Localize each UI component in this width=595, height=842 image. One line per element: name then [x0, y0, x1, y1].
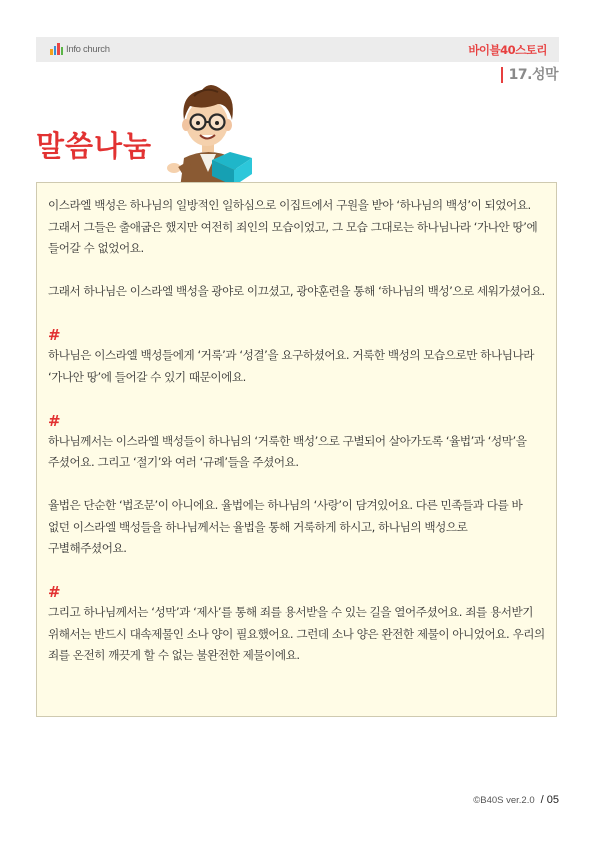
info-church-logo[interactable]	[50, 43, 110, 55]
section-marker: #	[48, 411, 61, 430]
section-marker: #	[48, 583, 61, 601]
paragraph-2: 그래서 하나님은 이스라엘 백성을 광야로 이끄셨고, 광야훈련을 통해 ‘하나님의 백성’으로 세워가셨어요.	[48, 284, 545, 298]
footer	[473, 794, 559, 806]
page-number: / 05	[540, 794, 559, 806]
info-church-logo-icon	[50, 43, 63, 55]
paragraph-6: 그리고 하나님께서는 ‘성막’과 ‘제사’를 통해 죄를 용서받을 수 있는 길을 열어주셨어요. 죄를 용서받기 위해서는 반드시 대속제물인 소나 양이 필요했어요. 그런데 소나 양은 완전한 제물이 아니었어요. 우리의 죄를 온전히 깨끗게 할 수 없는 불완전한 제물이에요.	[48, 605, 545, 662]
version-label: ©B40S ver.2.0	[473, 795, 535, 806]
paragraph-5: 율법은 단순한 ‘법조문’이 아니에요. 율법에는 하나님의 ‘사랑’이 담겨있어요. 다른 민족들과 다를 바 없던 이스라엘 백성들을 하나님께서는 율법을 통해 거룩하게 하시고, 하나님의 백성으로 구별해주셨어요.	[48, 498, 523, 555]
logo-text: Info church	[66, 43, 110, 55]
paragraph-1: 이스라엘 백성은 하나님의 일방적인 일하심으로 이집트에서 구원을 받아 ‘하나님의 백성’이 되었어요. 그래서 그들은 출애굽은 했지만 여전히 죄인의 모습이었고, 그 모습 그대로는 하나님나라 ‘가나안 땅’에 들어갈 수 없었어요.	[48, 198, 538, 255]
boy-reading-bible-illustration	[160, 76, 256, 188]
series-title: 바이블40스토리	[468, 43, 547, 57]
chapter-title: 17.성막	[501, 67, 558, 83]
paragraph-3: 하나님은 이스라엘 백성들에게 ‘거룩’과 ‘성결’을 요구하셨어요. 거룩한 백성의 모습으로만 하나님나라 ‘가나안 땅’에 들어갈 수 있기 때문이에요.	[48, 348, 535, 384]
header-bar	[36, 37, 559, 62]
section-title: 말씀나눔	[36, 129, 153, 163]
paragraph-4: 하나님께서는 이스라엘 백성들이 하나님의 ‘거룩한 백성’으로 구별되어 살아가도록 ‘율법’과 ‘성막’을 주셨어요. 그리고 ‘절기’와 여러 ‘규례’들을 주셨어요.	[48, 433, 527, 469]
section-marker: #	[48, 326, 61, 344]
content-box	[36, 182, 557, 717]
